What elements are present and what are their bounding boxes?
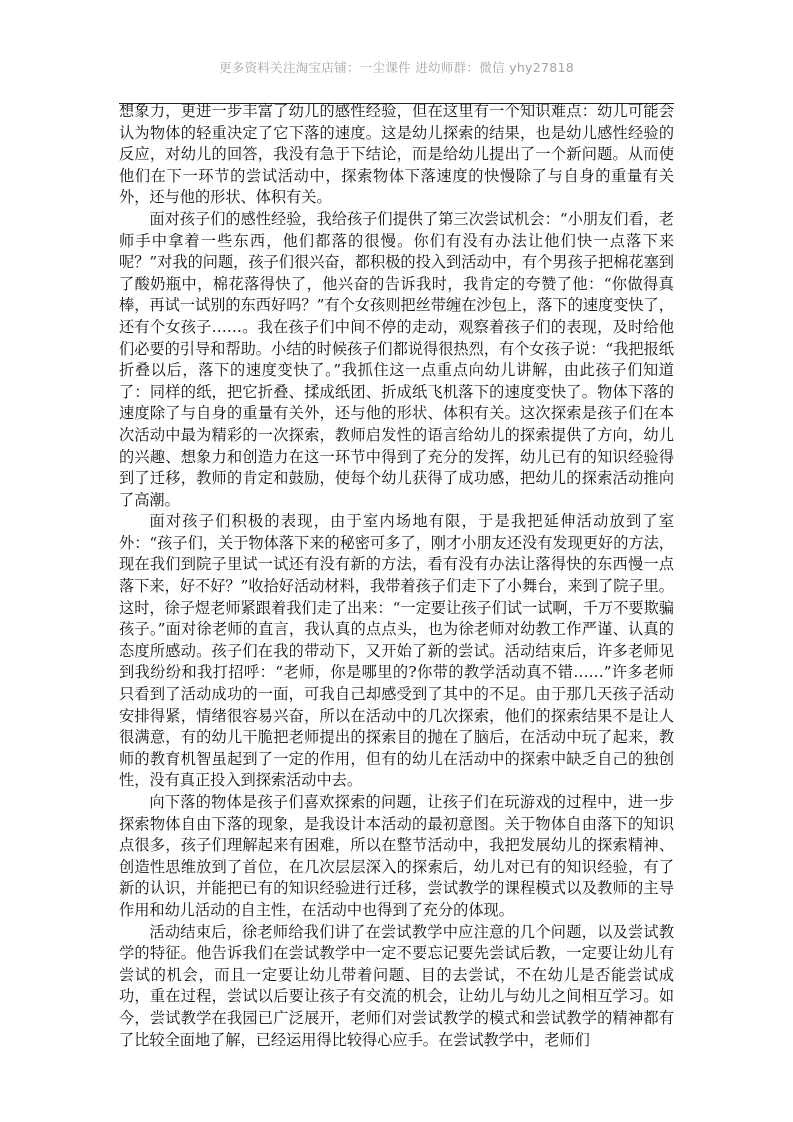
page-header: 更多资料关注淘宝店铺：一尘课件 进幼师群：微信 yhy27818 xyxy=(218,60,575,75)
paragraph: 面对孩子们积极的表现，由于室内场地有限，于是我把延伸活动放到了室外：“孩子们，关于物体落下来的秘密可多了，刚才小朋友还没有发现更好的方法，现在我们到院子里试一试还有没有新的方法，看有没有办法让落得快的东西慢一点落下来，好不好？”收拾好活动材料，我带着孩子们走下了小舞台，来到了院子里。这时，徐子煜老师紧跟着我们走了出来：“一定要让孩子们试一试啊，千万不要欺骗孩子。”面对徐老师的直言，我认真的点点头，也为徐老师对幼教工作严谨、认真的态度所感动。孩子们在我的带动下，又开始了新的尝试。活动结束后，许多老师见到我纷纷和我打招呼：“老师，你是哪里的?你带的教学活动真不错……”许多老师只看到了活动成功的一面，可我自己却感受到了其中的不足。由于那几天孩子活动安排得紧，情绪很容易兴奋，所以在活动中的几次探索，他们的探索结果不是让人很满意，有的幼儿干脆把老师提出的探索目的抛在了脑后，在活动中玩了起来，教师的教育机智虽起到了一定的作用，但有的幼儿在活动中的探索中缺乏自己的独创性，没有真正投入到探索活动中去。 xyxy=(119,512,674,790)
paragraph-continuation: 想象力，更进一步丰富了幼儿的感性经验，但在这里有一个知识难点：幼儿可能会认为物体的轻重决定了它下落的速度。这是幼儿探索的结果，也是幼儿感性经验的反应，对幼儿的回答，我没有急于下结论，而是给幼儿提出了一个新问题。从而使他们在下一环节的尝试活动中，探索物体下落速度的快慢除了与自身的重量有关外，还与他的形状、体积有关。 xyxy=(119,102,674,207)
document-body xyxy=(119,101,674,1101)
paragraph: 面对孩子们的感性经验，我给孩子们提供了第三次尝试机会：“小朋友们看，老师手中拿着一些东西，他们都落的很慢。你们有没有办法让他们快一点落下来呢？”对我的问题，孩子们很兴奋，都积极的投入到活动中，有个男孩子把棉花塞到了酸奶瓶中，棉花落得快了，他兴奋的告诉我时，我肯定的夸赞了他：“你做得真棒，再试一试别的东西好吗？”有个女孩则把丝带缠在沙包上，落下的速度变快了，还有个女孩子……。我在孩子们中间不停的走动，观察着孩子们的表现，及时给他们必要的引导和帮助。小结的时候孩子们都说得很热烈，有个女孩子说：“我把报纸折叠以后，落下的速度变快了。”我抓住这一点重点向幼儿讲解，由此孩子们知道了：同样的纸，把它折叠、揉成纸团、折成纸飞机落下的速度变快了。物体下落的速度除了与自身的重量有关外，还与他的形状、体积有关。这次探索是孩子们在本次活动中最为精彩的一次探索，教师启发性的语言给幼儿的探索提供了方向，幼儿的兴趣、想象力和创造力在这一环节中得到了充分的发挥，幼儿已有的知识经验得到了迁移，教师的肯定和鼓励，使每个幼儿获得了成功感，把幼儿的探索活动推向了高潮。 xyxy=(119,209,674,509)
paragraph: 活动结束后，徐老师给我们讲了在尝试教学中应注意的几个问题，以及尝试教学的特征。他告诉我们在尝试教学中一定不要忘记要先尝试后教，一定要让幼儿有尝试的机会，而且一定要让幼儿带着问题、目的去尝试，不在幼儿是否能尝试成功，重在过程，尝试以后要让孩子有交流的机会，让幼儿与幼儿之间相互学习。如今，尝试教学在我园已广泛展开，老师们对尝试教学的模式和尝试教学的精神都有了比较全面地了解，已经运用得比较得心应手。在尝试教学中，老师们 xyxy=(119,922,674,1049)
paragraph: 向下落的物体是孩子们喜欢探索的问题，让孩子们在玩游戏的过程中，进一步探索物体自由下落的现象，是我设计本活动的最初意图。关于物体自由落下的知识点很多，孩子们理解起来有困难，所以在整节活动中，我把发展幼儿的探索精神、创造性思维放到了首位，在几次层层深入的探索后，幼儿对已有的知识经验，有了新的认识，并能把已有的知识经验进行迁移，尝试教学的课程模式以及教师的主导作用和幼儿活动的自主性，在活动中也得到了充分的体现。 xyxy=(119,793,674,919)
